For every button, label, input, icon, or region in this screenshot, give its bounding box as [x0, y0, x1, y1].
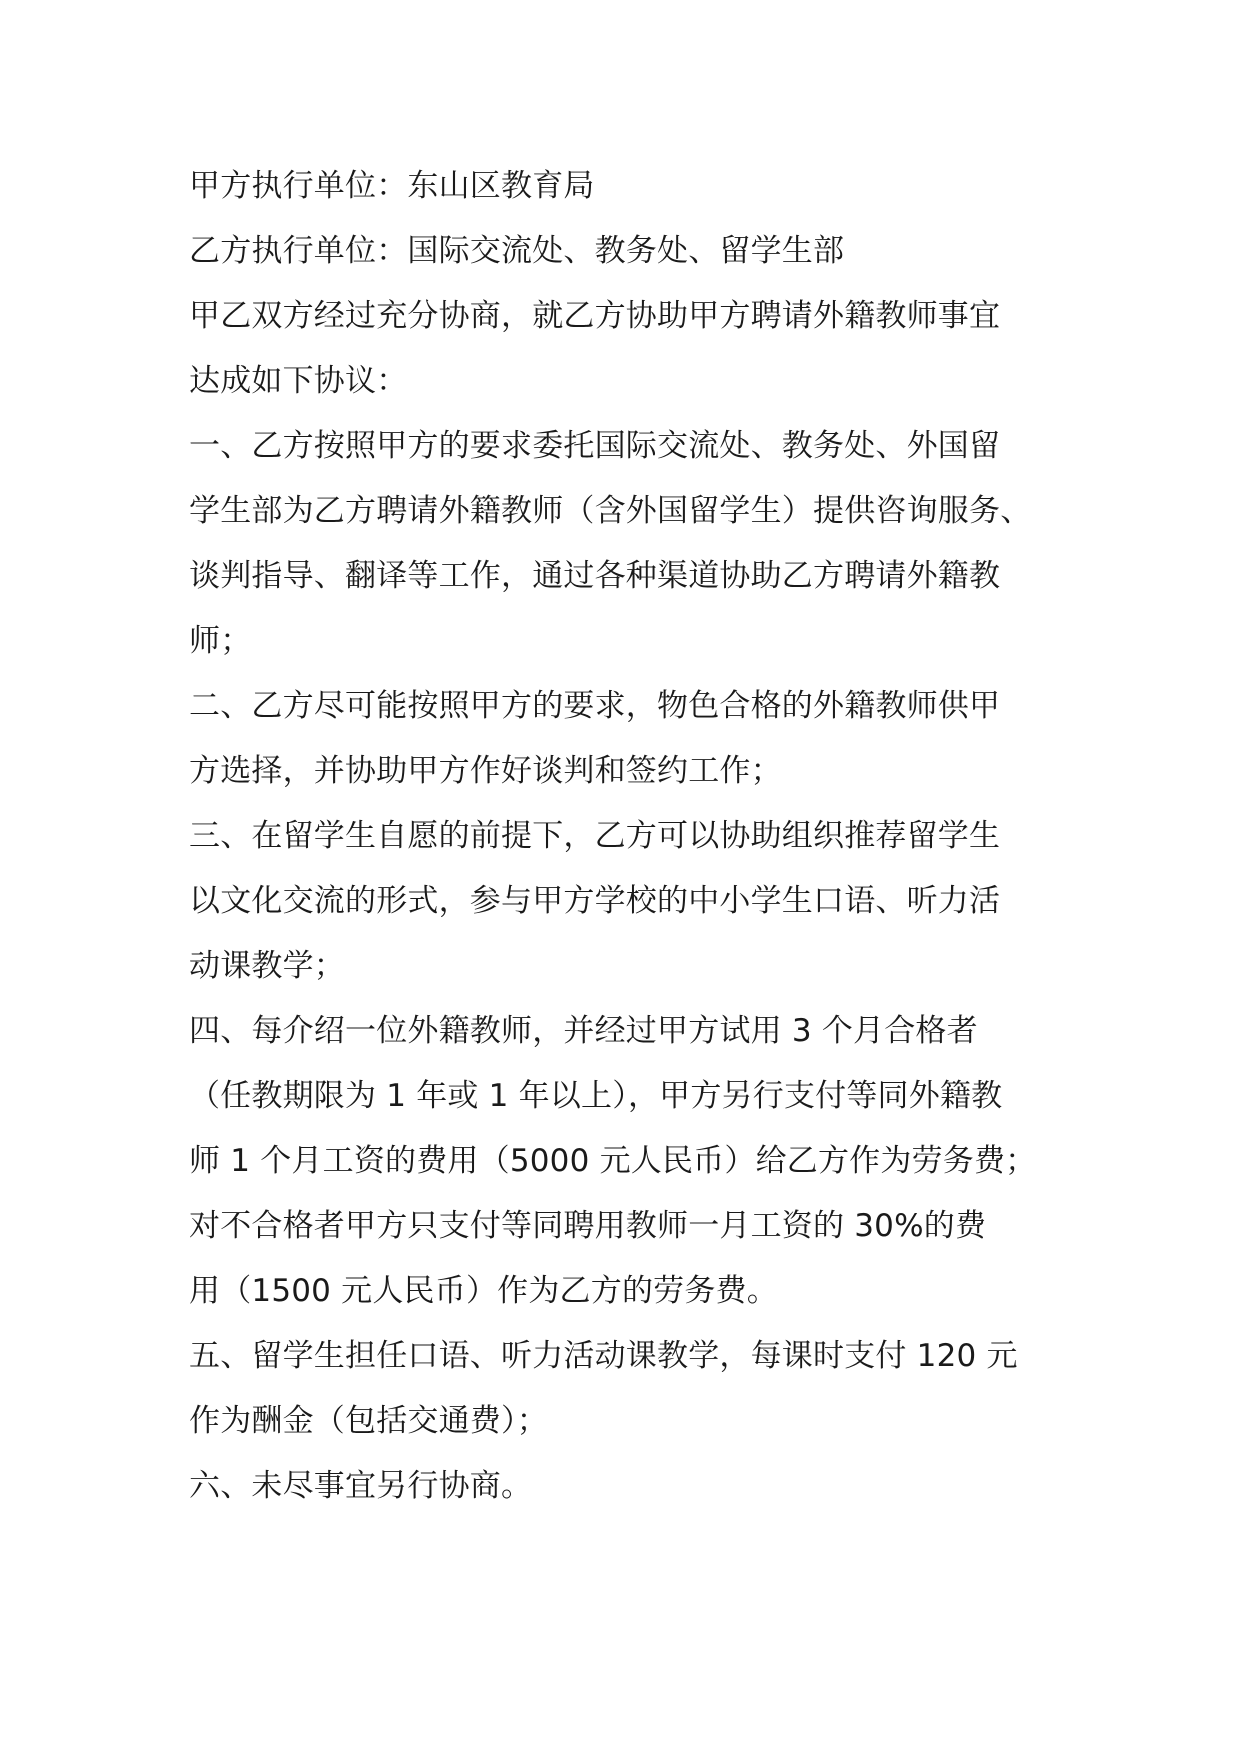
party-a-unit-line: 甲方执行单位：东山区教育局: [189, 168, 595, 204]
party-b-unit-line: 乙方执行单位：国际交流处、教务处、留学生部: [189, 233, 845, 269]
clause-3-line-1: 三、在留学生自愿的前提下，乙方可以协助组织推荐留学生: [189, 818, 1001, 854]
clause-5-line-1: 五、留学生担任口语、听力活动课教学，每课时支付 120 元: [189, 1338, 1018, 1374]
clause-6-line-1: 六、未尽事宜另行协商。: [189, 1468, 533, 1504]
clause-1-line-2: 学生部为乙方聘请外籍教师（含外国留学生）提供咨询服务、: [189, 493, 1032, 529]
clause-4-line-2: （任教期限为 1 年或 1 年以上），甲方另行支付等同外籍教: [189, 1078, 1003, 1114]
clause-2-line-2: 方选择，并协助甲方作好谈判和签约工作；: [189, 753, 782, 789]
clause-1-line-1: 一、乙方按照甲方的要求委托国际交流处、教务处、外国留: [189, 428, 1001, 464]
clause-3-line-2: 以文化交流的形式，参与甲方学校的中小学生口语、听力活: [189, 883, 1001, 919]
document-body: [189, 154, 1059, 1519]
clause-4-line-3: 师 1 个月工资的费用（5000 元人民币）给乙方作为劳务费；: [189, 1143, 1037, 1179]
preamble-line-2: 达成如下协议：: [189, 363, 408, 399]
clause-3-line-3: 动课教学；: [189, 948, 345, 984]
clause-1-line-3: 谈判指导、翻译等工作，通过各种渠道协助乙方聘请外籍教: [189, 558, 1001, 594]
preamble-line-1: 甲乙双方经过充分协商，就乙方协助甲方聘请外籍教师事宜: [189, 298, 1001, 334]
clause-1-line-4: 师；: [189, 623, 252, 659]
clause-4-line-5: 用（1500 元人民币）作为乙方的劳务费。: [189, 1273, 778, 1309]
clause-2-line-1: 二、乙方尽可能按照甲方的要求，物色合格的外籍教师供甲: [189, 688, 1001, 724]
clause-4-line-1: 四、每介绍一位外籍教师，并经过甲方试用 3 个月合格者: [189, 1013, 978, 1049]
clause-4-line-4: 对不合格者甲方只支付等同聘用教师一月工资的 30%的费: [189, 1208, 987, 1244]
clause-5-line-2: 作为酬金（包括交通费）；: [189, 1403, 548, 1439]
